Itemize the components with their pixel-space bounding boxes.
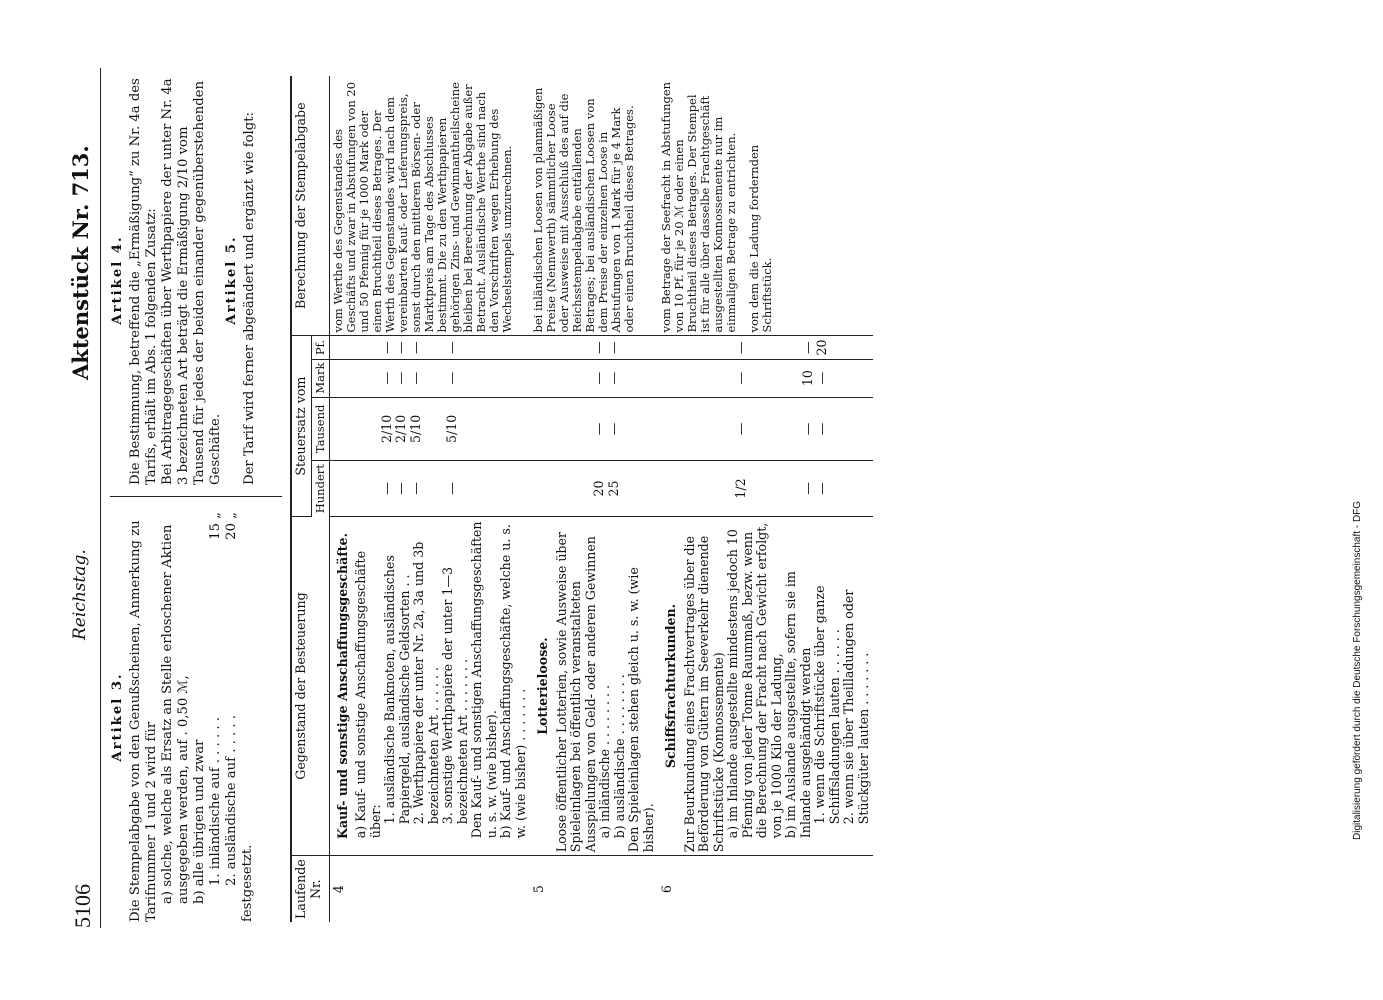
tariff-table <box>290 76 873 922</box>
table-row: 5 Lotterieloose. Loose öffentlicher Lotterien, sowie Ausweise über Spieleinlagen bei öffentlich veranstalteten Ausspielungen von Geld- oder anderen Gewinnen a) inländische . . . . . . . . b) ausländische . . . . . . . . Den Spieleinlagen stehen gleich u. s. w. (wie bisher). 20 25 — — — — — — bei inländischen Loosen von planmäßigen Preise (Nennwerth) sämmtlicher Loose oder Ausweise mit Ausschluß des auf die Reichsstempelabgabe entfallenden Betrages; bei ausländischen Loosen von dem Preise der einzelnen Loose in Abstufungen von 1 Mark für je 4 Mark oder einen Bruchtheil dieses Betrages. <box>530 76 658 922</box>
col-berechnung: Berechnung der Stempelabgabe <box>291 76 329 336</box>
article-3-title: Artikel 3. <box>110 672 125 762</box>
article-3-b1: 1. inländische auf . . . . . . 15 „ <box>208 512 223 886</box>
article-3-end: festgesetzt. <box>240 844 255 922</box>
digitization-note: Digitalisierung gefördert durch die Deutsche Forschungsgemeinschaft - DFG <box>1352 500 1363 840</box>
article-3-b2: 2. ausländische auf . . . . . 20 „ <box>224 512 239 886</box>
article-4-title: Artikel 4. <box>110 235 125 325</box>
page-header <box>70 0 98 1000</box>
page-number: 5106 <box>70 884 95 928</box>
header-rule <box>100 68 101 928</box>
col-steuersatz: Steuersatz vom <box>291 336 311 516</box>
article-3-b: b) alle übrigen und zwar <box>192 739 207 904</box>
col-hundert: Hundert <box>311 461 329 517</box>
table-row: 6 Schiffsfrachturkunden. Zur Beurkundung eines Frachtvertrages über die Beförderung von Gütern im Seeverkehr dienende Schriftstücke (Konnossemente) a) im Inlande ausgestellte mindestens jedoch 10 Pfennig von jeder Tonne Raummaß, bezw. wenn die Berechnung der Fracht nach Gewicht erfolgt, von je 1000 Kilo der Ladung, b) im Auslande ausgestellte, sofern sie im Inlande ausgehändigt werden 1. wenn die Schriftstücke über ganze Schiffsladungen lauten . . . . . . 2. wenn sie über Theilladungen oder Stückgüter lauten . . . . . . . 1/2 — — — — — — 10 — — — 20 vom Betrage der Seefracht in Abstufungen von 10 Pf. für je 20 ℳ oder einen Bruchtheil dieses Betrages. Der Stempel ist für alle über dasselbe Frachtgeschäft ausgestellten Konnossemente nur im einmaligen Betrage zu entrichten. von dem die Ladung fordernden Schriftstück. <box>658 76 873 922</box>
col-lfd: Laufende Nr. <box>291 856 329 922</box>
col-tausend: Tausend <box>311 397 329 460</box>
col-pf: Pf. <box>311 336 329 359</box>
article-3 <box>110 512 256 922</box>
article-4-p2: Bei Arbitragegeschäften über Werthpapiere der unter Nr. 4a 3 bezeichneten Art beträgt die Ermäßigung 2/10 vom Tausend für jedes der beiden einander gegenüberstehenden Geschäfte. <box>160 78 223 485</box>
column-divider <box>110 496 282 497</box>
article-5-p1: Der Tarif wird ferner abgeändert und ergänzt wie folgt: <box>242 112 257 485</box>
article-4 <box>110 75 258 485</box>
header-title: Aktenstück Nr. 713. <box>68 145 93 380</box>
table-row: 4 Kauf- und sonstige Anschaffungsgeschäfte. a) Kauf- und sonstige Anschaffungsgeschäfte über: 1. ausländische Banknoten, ausländisches Papiergeld, ausländische Geldsorten . . 2. Werthpapiere der unter Nr. 2a, 3a und 3b bezeichneten Art . . . . . . 3. sonstige Werthpapiere der unter 1—3 bezeichneten Art . . . . . . . Den Kauf- und sonstigen Anschaffungsgeschäften u. s. w. (wie bisher). b) Kauf- und Anschaffungsgeschäfte, welche u. s. w. (wie bisher) . . . . . . . — — — — 2/10 2/10 5/10 5/10 — — — — — — — — vom Werthe des Gegenstandes des Geschäfts und zwar in Abstufungen von 20 und 50 Pfennig für je 1000 Mark oder einen Bruchtheil dieses Betrages. Der Werth des Gegenstandes wird nach dem vereinbarten Kauf- oder Lieferungspreis, sonst durch den mittleren Börsen- oder Marktpreis am Tage des Abschlusses bestimmt. Die zu den Werthpapieren gehörigen Zins- und Gewinnantheilscheine bleiben bei Berechnung der Abgabe außer Betracht. Ausländische Werthe sind nach den Vorschriften wegen Erhebung des Wechselstempels umzurechnen. <box>329 76 530 922</box>
header-left: Reichstag. <box>70 549 90 640</box>
article-3-intro: Die Stempelabgabe von den Genußscheinen, Anmerkung zu Tarifnummer 1 und 2 wird für <box>128 520 159 922</box>
article-4-p1: Die Bestimmung, betreffend die „Ermäßigung“ zu Nr. 4a des Tarifs, erhält im Abs. 1 folgenden Zusatz: <box>128 78 159 485</box>
article-5-title: Artikel 5. <box>224 235 239 325</box>
col-mark: Mark <box>311 359 329 397</box>
article-3-a: a) solche, welche als Ersatz an Stelle erloschener Aktien ausgegeben werden, auf . 0,50 ℳ, <box>160 524 191 904</box>
col-gegenstand: Gegenstand der Besteuerung <box>291 516 329 856</box>
